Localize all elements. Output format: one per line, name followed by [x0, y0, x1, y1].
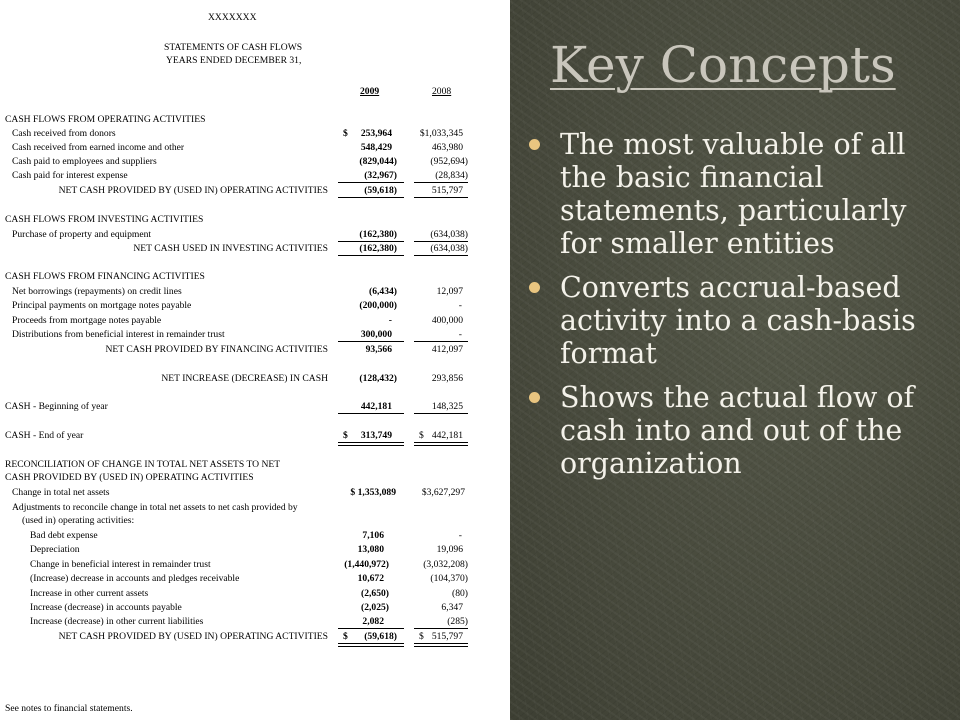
cash-begin-current: 442,181 [360, 401, 392, 412]
total-rule [414, 255, 468, 256]
investing-row-current: (162,380) [359, 229, 397, 240]
currency-symbol: $ [419, 631, 424, 642]
reconciliation-row-label: (Increase) decrease in accounts and pledges receivable [30, 573, 240, 584]
operating-row-prior: (28,834) [435, 170, 468, 181]
reconciliation-row-current: 7,106 [362, 530, 384, 541]
total-rule [338, 255, 404, 256]
operating-row-current: 548,429 [360, 142, 392, 153]
financing-row-current: (6,434) [369, 286, 397, 297]
currency-symbol: $ [343, 430, 348, 441]
reconciliation-row-current: (2,025) [361, 602, 389, 613]
bullet-item [528, 271, 948, 370]
financing-row-label: Principal payments on mortgage notes payable [12, 300, 192, 311]
subtotal-rule [414, 341, 468, 342]
reconciliation-row-label: Bad debt expense [30, 530, 98, 541]
adjustments-label: (used in) operating activities: [22, 515, 135, 526]
reconciliation-row-current: 2,082 [362, 616, 384, 627]
financing-row-label: Distributions from beneficial interest in remainder trust [12, 329, 225, 340]
bullet-item [528, 128, 948, 260]
reconciliation-row-current: 13,080 [357, 544, 384, 555]
reconciliation-row-label: Increase (decrease) in accounts payable [30, 602, 182, 613]
reconciliation-row-current: (1,440,972) [344, 559, 389, 570]
reconciliation-total-current: (59,618) [364, 631, 397, 642]
investing-row-label: Purchase of property and equipment [12, 229, 152, 240]
financing-heading: CASH FLOWS FROM FINANCING ACTIVITIES [5, 271, 205, 282]
subtotal-rule [338, 341, 404, 342]
footnote: See notes to financial statements. [5, 703, 133, 714]
bullet-text: Converts accrual-based activity into a cash-basis format [560, 271, 916, 370]
operating-row-label: Cash paid to employees and suppliers [12, 156, 157, 167]
double-rule [338, 442, 404, 446]
operating-total-label: NET CASH PROVIDED BY (USED IN) OPERATING ACTIVITIES [58, 185, 328, 196]
double-rule [414, 643, 468, 647]
reconciliation-row-prior: (104,370) [430, 573, 468, 584]
cash-end-current: 313,749 [360, 430, 392, 441]
financing-row-current: - [388, 315, 392, 326]
operating-row-prior: 463,980 [431, 142, 463, 153]
financing-row-label: Proceeds from mortgage notes payable [12, 315, 162, 326]
currency-symbol: $ [343, 631, 348, 642]
reconciliation-heading: CASH PROVIDED BY (USED IN) OPERATING ACTIVITIES [5, 472, 254, 483]
bullet-dot-icon [529, 139, 540, 150]
subtotal-rule [414, 241, 468, 242]
double-rule [338, 643, 404, 647]
investing-total-current: (162,380) [359, 243, 397, 254]
statement-title: STATEMENTS OF CASH FLOWS [164, 42, 303, 53]
financing-row-prior: 400,000 [431, 315, 463, 326]
net-increase-label: NET INCREASE (DECREASE) IN CASH [161, 373, 328, 384]
entity-name: XXXXXXX [208, 12, 257, 23]
operating-row-prior: $1,033,345 [419, 128, 463, 139]
adjustments-label: Adjustments to reconcile change in total net assets to net cash provided by [12, 502, 298, 513]
cash-end-prior: 442,181 [431, 430, 463, 441]
statement-period: YEARS ENDED DECEMBER 31, [166, 55, 302, 66]
year-current-header: 2009 [360, 86, 380, 97]
financing-row-prior: 12,097 [436, 286, 463, 297]
financing-total-label: NET CASH PROVIDED BY FINANCING ACTIVITIES [105, 344, 328, 355]
subtotal-rule [338, 182, 404, 183]
reconciliation-row-current: 10,672 [357, 573, 384, 584]
operating-row-label: Cash received from earned income and other [12, 142, 185, 153]
subtotal-rule [414, 182, 468, 183]
change-net-assets-current: $ 1,353,089 [350, 487, 396, 498]
cash-begin-prior: 148,325 [431, 401, 463, 412]
reconciliation-row-prior: (80) [452, 588, 468, 599]
investing-row-prior: (634,038) [430, 229, 468, 240]
financing-row-prior: - [458, 300, 462, 311]
financing-row-prior: - [458, 329, 462, 340]
investing-total-label: NET CASH USED IN INVESTING ACTIVITIES [133, 243, 328, 254]
key-concepts-slide [510, 0, 960, 720]
operating-row-current: (829,044) [359, 156, 397, 167]
double-rule [414, 442, 468, 446]
financing-row-current: (200,000) [359, 300, 397, 311]
reconciliation-row-prior: 6,347 [441, 602, 463, 613]
reconciliation-row-label: Increase (decrease) in other current liabilities [30, 616, 204, 627]
net-increase-current: (128,432) [359, 373, 397, 384]
reconciliation-total-prior: 515,797 [431, 631, 463, 642]
investing-heading: CASH FLOWS FROM INVESTING ACTIVITIES [5, 214, 204, 225]
bullet-item [528, 381, 948, 480]
slide-title: Key Concepts [550, 36, 896, 94]
operating-total-current: (59,618) [364, 185, 397, 196]
net-increase-prior: 293,856 [431, 373, 463, 384]
operating-row-prior: (952,694) [430, 156, 468, 167]
financing-row-current: 300,000 [360, 329, 392, 340]
reconciliation-row-label: Depreciation [30, 544, 80, 555]
bullet-text: The most valuable of all the basic financial statements, particularly for smaller entities [560, 128, 907, 260]
subtotal-rule [338, 628, 404, 629]
bullet-dot-icon [529, 282, 540, 293]
change-net-assets-label: Change in total net assets [12, 487, 110, 498]
reconciliation-total-label: NET CASH PROVIDED BY (USED IN) OPERATING ACTIVITIES [58, 631, 328, 642]
reconciliation-row-label: Change in beneficial interest in remainder trust [30, 559, 211, 570]
financing-row-label: Net borrowings (repayments) on credit lines [12, 286, 182, 297]
subtotal-rule [414, 413, 468, 414]
subtotal-rule [338, 413, 404, 414]
financing-total-current: 93,566 [365, 344, 392, 355]
total-rule [338, 197, 404, 198]
reconciliation-row-prior: (3,032,208) [423, 559, 468, 570]
investing-total-prior: (634,038) [430, 243, 468, 254]
operating-row-current: 253,964 [360, 128, 392, 139]
change-net-assets-prior: $3,627,297 [421, 487, 465, 498]
bullet-text: Shows the actual flow of cash into and out of the organization [560, 381, 915, 480]
currency-symbol: $ [419, 430, 424, 441]
reconciliation-row-prior: (285) [447, 616, 468, 627]
reconciliation-row-current: (2,650) [361, 588, 389, 599]
reconciliation-row-label: Increase in other current assets [30, 588, 149, 599]
financing-total-prior: 412,097 [431, 344, 463, 355]
subtotal-rule [338, 241, 404, 242]
operating-row-label: Cash received from donors [12, 128, 116, 139]
reconciliation-row-prior: - [458, 530, 462, 541]
reconciliation-heading: RECONCILIATION OF CHANGE IN TOTAL NET ASSETS TO NET [5, 459, 281, 470]
year-prior-header: 2008 [432, 86, 452, 97]
reconciliation-row-prior: 19,096 [436, 544, 463, 555]
operating-heading: CASH FLOWS FROM OPERATING ACTIVITIES [5, 114, 206, 125]
operating-row-current: (32,967) [364, 170, 397, 181]
total-rule [414, 197, 468, 198]
operating-total-prior: 515,797 [431, 185, 463, 196]
cash-end-label: CASH - End of year [5, 430, 84, 441]
operating-row-label: Cash paid for interest expense [12, 170, 128, 181]
subtotal-rule [414, 628, 468, 629]
bullet-dot-icon [529, 392, 540, 403]
cash-begin-label: CASH - Beginning of year [5, 401, 108, 412]
currency-symbol: $ [343, 128, 348, 139]
bullet-list [528, 128, 948, 491]
